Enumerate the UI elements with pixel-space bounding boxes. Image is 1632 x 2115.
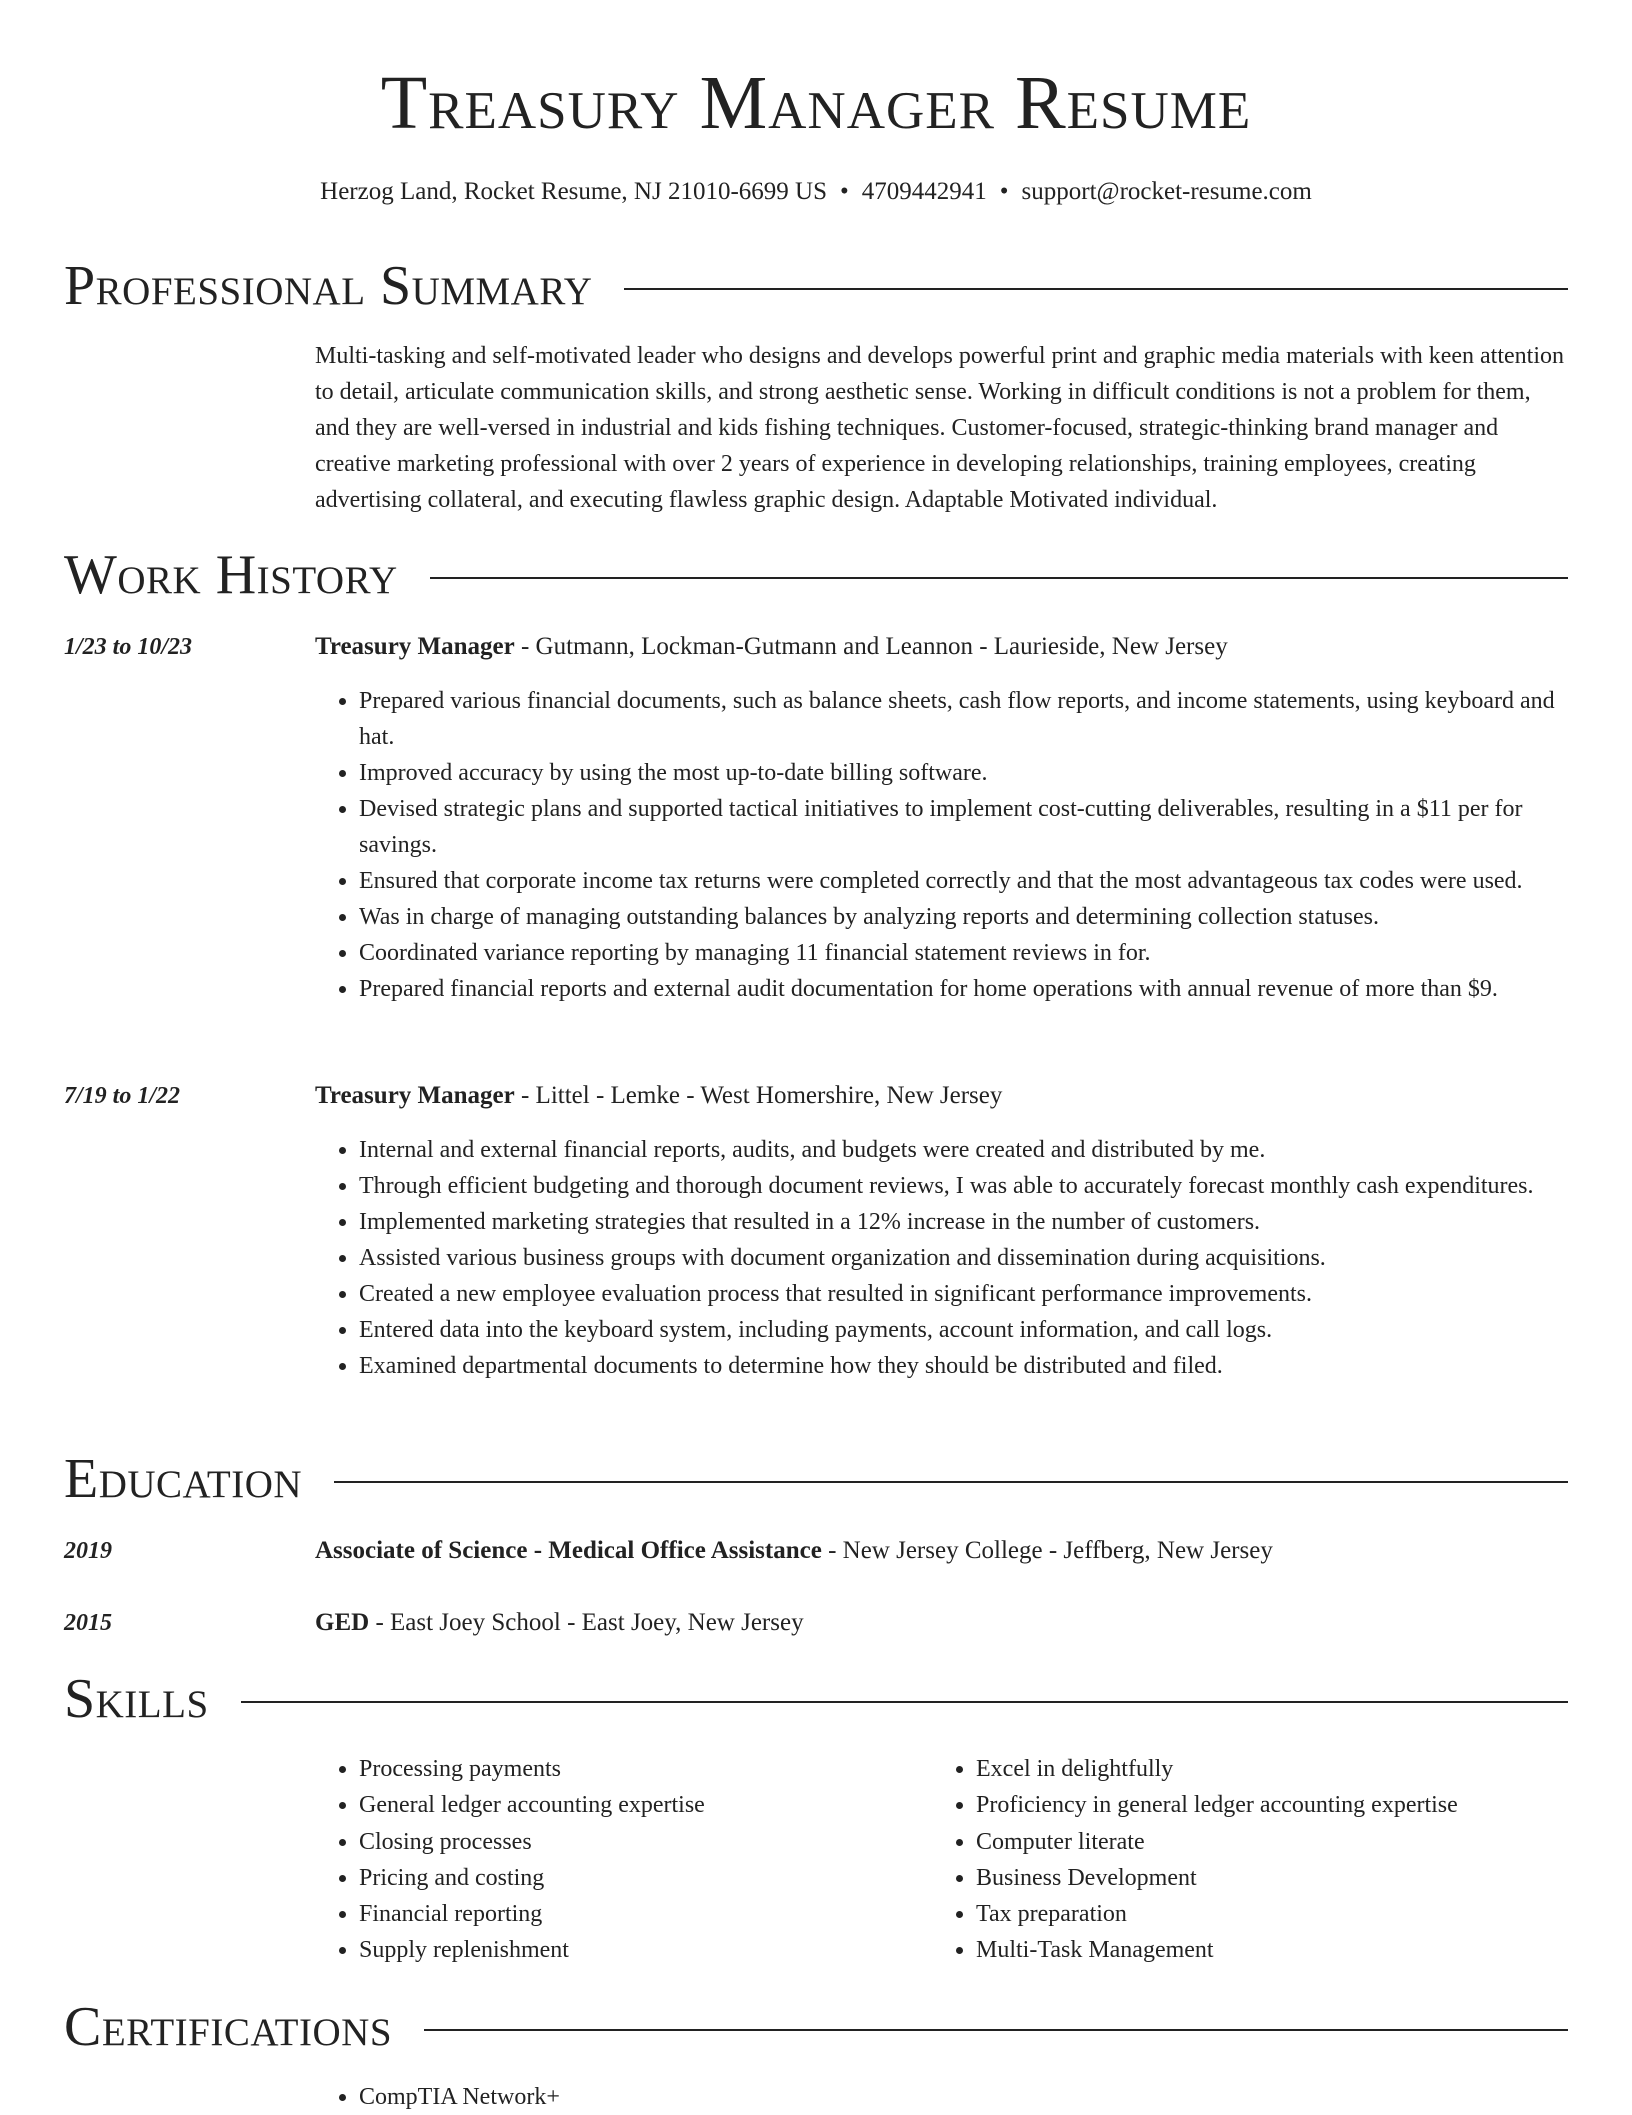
contact-line: [0, 174, 1632, 210]
skill-item: • Business Development: [976, 1860, 1606, 1896]
education-degree: GED: [315, 1609, 370, 1636]
section-header-certifications: [64, 1995, 1568, 2059]
job-bullet: • Improved accuracy by using the most up-to-date billing software.: [359, 755, 1568, 791]
education-year: 2015: [64, 1610, 112, 1636]
job-bullet: • Examined departmental documents to determine how they should be distributed and filed.: [359, 1348, 1568, 1384]
job-bullet: • Entered data into the keyboard system, including payments, account information, and call logs.: [359, 1312, 1568, 1348]
section-divider: [424, 2029, 1568, 2031]
education-degree: Associate of Science - Medical Office Assistance: [315, 1537, 822, 1564]
skill-item: • Multi-Task Management: [976, 1932, 1606, 1968]
skill-item: • Pricing and costing: [359, 1860, 939, 1896]
skills-list-right: [932, 1751, 1606, 1969]
summary-text: Multi-tasking and self-motivated leader who designs and develops powerful print and graphic media materials with keen attention to detail, articulate communication skills, and strong aesthetic sense. Working in difficult conditions is not a problem for them, and they are well-versed in industrial and kids fishing techniques. Customer-focused, strategic-thinking brand manager and creative marketing professional with over 2 years of experience in developing relationships, training employees, creating advertising collateral, and executing flawless graphic design. Adaptable Motivated individual.: [315, 343, 1564, 513]
education-school: - East Joey School - East Joey, New Jersey: [369, 1609, 804, 1636]
skill-item: • Financial reporting: [359, 1896, 939, 1932]
contact-phone: 4709442941: [861, 178, 987, 205]
job-bullets: [315, 1132, 1568, 1384]
skill-item: • Supply replenishment: [359, 1932, 939, 1968]
skill-item: • Processing payments: [359, 1751, 939, 1787]
job-bullet: • Assisted various business groups with document organization and dissemination during acquisitions.: [359, 1240, 1568, 1276]
section-title: Education: [64, 1448, 303, 1510]
job-bullet: • Prepared various financial documents, such as balance sheets, cash flow reports, and income statements, using keyboard and hat.: [359, 683, 1568, 755]
job-bullet: • Prepared financial reports and external audit documentation for home operations with annual revenue of more than $9.: [359, 971, 1568, 1007]
job-heading: [315, 629, 1568, 665]
job-employer: - Gutmann, Lockman-Gutmann and Leannon - Laurieside, New Jersey: [514, 633, 1228, 660]
education-school: - New Jersey College - Jeffberg, New Jersey: [821, 1537, 1273, 1564]
skill-item: • Computer literate: [976, 1824, 1606, 1860]
skill-item: • Proficiency in general ledger accounting expertise: [976, 1787, 1606, 1823]
education-entry: [315, 1533, 1568, 1569]
section-title: Professional Summary: [64, 255, 593, 317]
section-divider: [334, 1481, 1568, 1483]
skill-item: • Closing processes: [359, 1824, 939, 1860]
job-bullet: • Devised strategic plans and supported tactical initiatives to implement cost-cutting deliverables, resulting in a $11 per for savings.: [359, 791, 1568, 863]
section-title: Skills: [64, 1668, 209, 1730]
job-title: Treasury Manager: [315, 633, 515, 660]
job-dates: 7/19 to 1/22: [64, 1083, 181, 1109]
job-bullet: • Through efficient budgeting and thorough document reviews, I was able to accurately forecast monthly cash expenditures.: [359, 1168, 1568, 1204]
job-bullet: • Was in charge of managing outstanding balances by analyzing reports and determining collection statuses.: [359, 899, 1568, 935]
job-dates: 1/23 to 10/23: [64, 634, 193, 660]
education-entry: [315, 1605, 1568, 1641]
resume-title: Treasury Manager Resume: [380, 61, 1252, 145]
education-year: 2019: [64, 1538, 112, 1564]
job-bullet: • Coordinated variance reporting by managing 11 financial statement reviews in for.: [359, 935, 1568, 971]
job-bullet: • Ensured that corporate income tax returns were completed correctly and that the most advantageous tax codes were used.: [359, 863, 1568, 899]
contact-separator: •: [999, 178, 1009, 205]
section-header-education: [64, 1447, 1568, 1511]
job-bullet: • Implemented marketing strategies that resulted in a 12% increase in the number of customers.: [359, 1204, 1568, 1240]
section-header-work-history: [64, 543, 1568, 607]
skills-list-left: [315, 1751, 939, 1969]
section-divider: [624, 288, 1568, 290]
job-bullets: [315, 683, 1568, 1007]
contact-address: Herzog Land, Rocket Resume, NJ 21010-6699 US: [320, 178, 828, 205]
job-employer: - Littel - Lemke - West Homershire, New Jersey: [514, 1082, 1003, 1109]
contact-separator: •: [840, 178, 849, 205]
skill-item: • General ledger accounting expertise: [359, 1787, 939, 1823]
skill-item: • Excel in delightfully: [976, 1751, 1606, 1787]
certification-item: • CompTIA Network+: [359, 2079, 959, 2115]
contact-email: support@rocket-resume.com: [1021, 178, 1312, 205]
section-header-skills: [64, 1667, 1568, 1731]
section-divider: [430, 577, 1568, 579]
skill-item: • Tax preparation: [976, 1896, 1606, 1932]
job-title: Treasury Manager: [315, 1082, 515, 1109]
job-bullet: • Internal and external financial reports, audits, and budgets were created and distributed by me.: [359, 1132, 1568, 1168]
section-divider: [241, 1701, 1568, 1703]
job-bullet: • Created a new employee evaluation process that resulted in significant performance improvements.: [359, 1276, 1568, 1312]
job-heading: [315, 1078, 1568, 1114]
section-title: Work History: [64, 544, 398, 606]
section-title: Certifications: [64, 1996, 393, 2058]
certifications-list: [315, 2079, 959, 2115]
section-header-summary: [64, 254, 1568, 318]
